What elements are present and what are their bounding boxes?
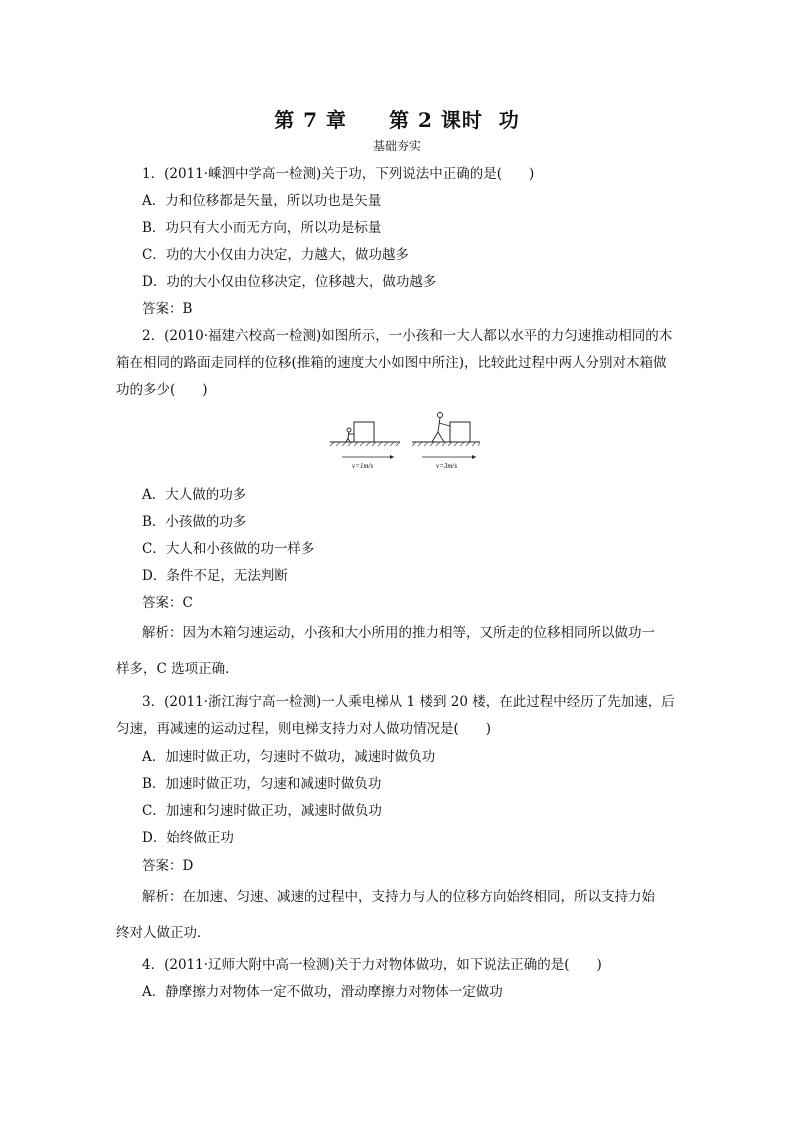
adult-speed-label: v=3m/s bbox=[436, 462, 458, 470]
q3-answer-label: 答案： bbox=[142, 858, 183, 874]
q3-answer-value: D bbox=[182, 858, 194, 874]
q1-stem: 1．(2011·嵊泗中学高一检测)关于功，下列说法中正确的是( ) bbox=[142, 166, 535, 182]
q3-stem-line-1: 3．(2011·浙江海宁高一检测)一人乘电梯从 1 楼到 20 楼，在此过程中经历了先加速，后 bbox=[142, 694, 675, 710]
q2-analysis-line-1: 解析：因为木箱匀速运动，小孩和大小所用的推力相等，又所走的位移相同所以做功一 bbox=[142, 625, 655, 641]
q2-answer-value: C bbox=[182, 595, 193, 611]
q4-option-a: A．静摩擦力对物体一定不做功，滑动摩擦力对物体一定做功 bbox=[142, 984, 503, 1000]
chapter-title: 第 7 章 第 2 课时 功 bbox=[274, 108, 520, 132]
q1-option-c: C．功的大小仅由力决定，力越大，做功越多 bbox=[142, 247, 409, 263]
section-subtitle: 基础夯实 bbox=[372, 139, 421, 153]
q2-figure bbox=[330, 402, 480, 472]
q1-option-d: D．功的大小仅由位移决定，位移越大，做功越多 bbox=[142, 274, 437, 290]
q2-answer bbox=[142, 594, 193, 612]
child-speed-label: v=1m/s bbox=[352, 462, 374, 470]
q3-option-b: B．加速时做正功，匀速和减速时做负功 bbox=[142, 776, 382, 792]
q2-stem-line-2: 箱在相同的路面走同样的位移(推箱的速度大小如图中所注)，比较此过程中两人分别对木箱做 bbox=[116, 355, 667, 371]
q2-option-d: D．条件不足，无法判断 bbox=[142, 568, 288, 584]
child-pushing-box bbox=[330, 422, 400, 470]
adult-pushing-box bbox=[412, 413, 480, 471]
q1-answer-value: B bbox=[182, 301, 193, 317]
q2-option-b: B．小孩做的功多 bbox=[142, 514, 247, 530]
q2-option-c: C．大人和小孩做的功一样多 bbox=[142, 541, 315, 557]
q3-option-a: A．加速时做正功，匀速时不做功，减速时做负功 bbox=[142, 749, 436, 765]
q2-answer-label: 答案： bbox=[142, 595, 183, 611]
q2-analysis-line-2: 样多，C 选项正确． bbox=[116, 661, 239, 677]
q2-option-a: A．大人做的功多 bbox=[142, 487, 247, 503]
q3-option-c: C．加速和匀速时做正功，减速时做负功 bbox=[142, 803, 382, 819]
q1-option-b: B．功只有大小而无方向，所以功是标量 bbox=[142, 220, 382, 236]
q3-analysis-line-2: 终对人做正功． bbox=[116, 925, 211, 941]
q3-answer bbox=[142, 857, 193, 875]
q3-stem-line-2: 匀速，再减速的运动过程，则电梯支持力对人做功情况是( ) bbox=[116, 721, 492, 737]
q1-answer-label: 答案： bbox=[142, 301, 183, 317]
q1-option-a: A．力和位移都是矢量，所以功也是矢量 bbox=[142, 193, 382, 209]
q4-stem: 4．(2011·辽师大附中高一检测)关于力对物体做功，如下说法正确的是( ) bbox=[142, 957, 602, 973]
q2-stem-line-3: 功的多少( ) bbox=[116, 382, 208, 398]
push-box-diagram bbox=[330, 402, 480, 472]
q2-stem-line-1: 2．(2010·福建六校高一检测)如图所示，一小孩和一大人都以水平的力匀速推动相同的木 bbox=[142, 328, 673, 344]
q3-analysis-line-1: 解析：在加速、匀速、减速的过程中，支持力与人的位移方向始终相同，所以支持力始 bbox=[142, 889, 655, 905]
q1-answer bbox=[142, 300, 192, 318]
q3-option-d: D．始终做正功 bbox=[142, 830, 234, 846]
